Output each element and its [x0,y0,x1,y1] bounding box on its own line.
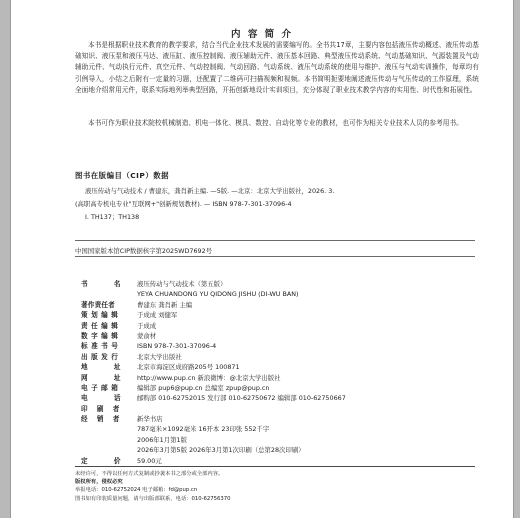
colophon-row-planning-editor [75,310,495,320]
colophon-label: 著作责任者 [81,300,115,309]
footer-line-2: 版权所有，侵权必究 [75,479,123,486]
colophon-value: 邮购部 010-62752015 发行部 010-62750672 编辑部 010-62750667 [137,394,346,403]
footer-line-4: 图书如有印装质量问题，请与出版部联系，电话：010-62756370 [75,495,231,502]
cip-divider-bottom [75,256,475,257]
copyright-footer [75,470,495,503]
colophon-row-publisher [75,352,495,362]
colophon-value: 于成成 刘健军 [137,311,178,320]
cip-heading: 图书在版编目（CIP）数据 [75,171,169,180]
document-page [10,0,514,518]
colophon-label: 印 刷 者 [81,404,123,413]
colophon-label: 标准书号 [81,342,122,351]
cip-line-2: (高职高专机电专业"互联网+"创新规划教材). — ISBN 978-7-301-37096-4 [75,199,292,208]
colophon-value: 曹建东 龚肖新 主编 [137,300,193,309]
colophon-row-responsible-editor [75,321,495,331]
colophon-row-phone [75,393,495,403]
colophon-row-format [75,424,495,434]
colophon-label: 书 名 [81,280,133,288]
colophon-row-first-edition [75,435,495,445]
footer-divider [75,466,475,467]
colophon-row-pinyin [75,289,495,299]
colophon-row-isbn [75,341,495,351]
colophon-label: 电子邮箱 [81,383,122,392]
colophon-value: 2026年3月第5版 2026年3月第1次印刷（总第28次印刷） [137,446,305,455]
colophon-row-distributor [75,414,495,424]
cip-line-3: I. TH137；TH138 [85,212,140,221]
intro-paragraph-2: 本书可作为职业技术院校机械制造、机电一体化、模具、数控、自动化等专业的教材，也可作为相关专业技术人员的参考用书。 [88,119,463,127]
colophon-label: 出版发行 [81,352,122,361]
colophon-label: 电 话 [81,394,133,403]
footer-line-1: 未经许可，不得以任何方式复制或抄袭本书之部分或全部内容。 [75,471,224,477]
colophon-label: 数字编辑 [81,331,122,340]
colophon-value: 2006年1月第1版 [137,435,187,444]
colophon-label: 地 址 [81,363,133,372]
colophon-row-current-edition [75,445,495,455]
colophon-row-title [75,279,495,289]
cip-number: 中国国家版本馆CIP数据核字第2025WD7692号 [75,247,213,255]
colophon-label: 定 价 [81,456,133,465]
colophon-value: ISBN 978-7-301-37096-4 [137,342,217,351]
cip-record [75,185,495,223]
colophon-label: 责任编辑 [81,321,122,330]
colophon-value: 59.00元 [137,456,162,465]
colophon-value: 液压传动与气动技术（第五版） [137,280,227,288]
intro-paragraph-1: 本书是根据职业技术教育的教学要求，结合当代企业技术发展的需要编写的。全书共17章，主要内容包括液压传动概述、液压传动基础知识、液压泵和液压马达、液压缸、液压控制阀、液压辅助元件、液压基本回路、典型液压传动系统、气动基础知识、气源装置及气动辅助元件、气动执行元件、真空元件、气动控制阀、气动回路、气动系统、液压气动系统的使用与维护、液压与气动实训操作，每章均有引例导入，小结之后附有一定量的习题，还配置了二维码可扫描视频和视频。本书简明扼要地阐述液压传动与气压传动的工作原理，系统全面地介绍常用元件，联系实际地列举典型回路，开拓创新地设计实训项目，充分体现了职业技术教学内容的实用性、时代性和拓展性。 [75,41,479,94]
colophon-value: 北京市海淀区成府路205号 100871 [137,363,240,372]
footer-line-3: 举报电话：010-62752024 电子邮箱：fd@pup.cn [75,487,198,494]
colophon-value: YEYA CHUANDONG YU QIDONG JISHU (DI-WU BAN) [137,290,299,299]
colophon-row-website [75,373,495,383]
colophon-label: 网 址 [81,373,133,382]
colophon [75,279,495,466]
colophon-row-printer [75,404,495,414]
colophon-value: 北京大学出版社 [137,352,182,361]
colophon-value: 新华书店 [137,415,163,424]
colophon-label: 经 销 者 [81,415,123,424]
colophon-row-authors [75,300,495,310]
colophon-label: 策划编辑 [81,311,122,320]
colophon-value: 787毫米×1092毫米 16开本 23印张 552千字 [137,425,270,434]
colophon-row-address [75,362,495,372]
colophon-row-price [75,456,495,466]
cip-divider [75,240,475,241]
colophon-value: 于成成 [137,321,157,330]
colophon-value: http://www.pup.cn 新浪微博：@北京大学出版社 [137,373,281,382]
cip-line-1: 液压传动与气动技术 / 曹建东，龚肖新主编. —5版. —北京：北京大学出版社，2026. 3. [85,187,335,195]
colophon-row-email [75,383,495,393]
page-title: 内 容 简 介 [231,29,293,40]
colophon-value: 蒙俞材 [137,331,157,340]
colophon-value: 编辑部 pup6@pup.cn 总编室 zpup@pup.cn [137,383,270,392]
colophon-row-digital-editor [75,331,495,341]
